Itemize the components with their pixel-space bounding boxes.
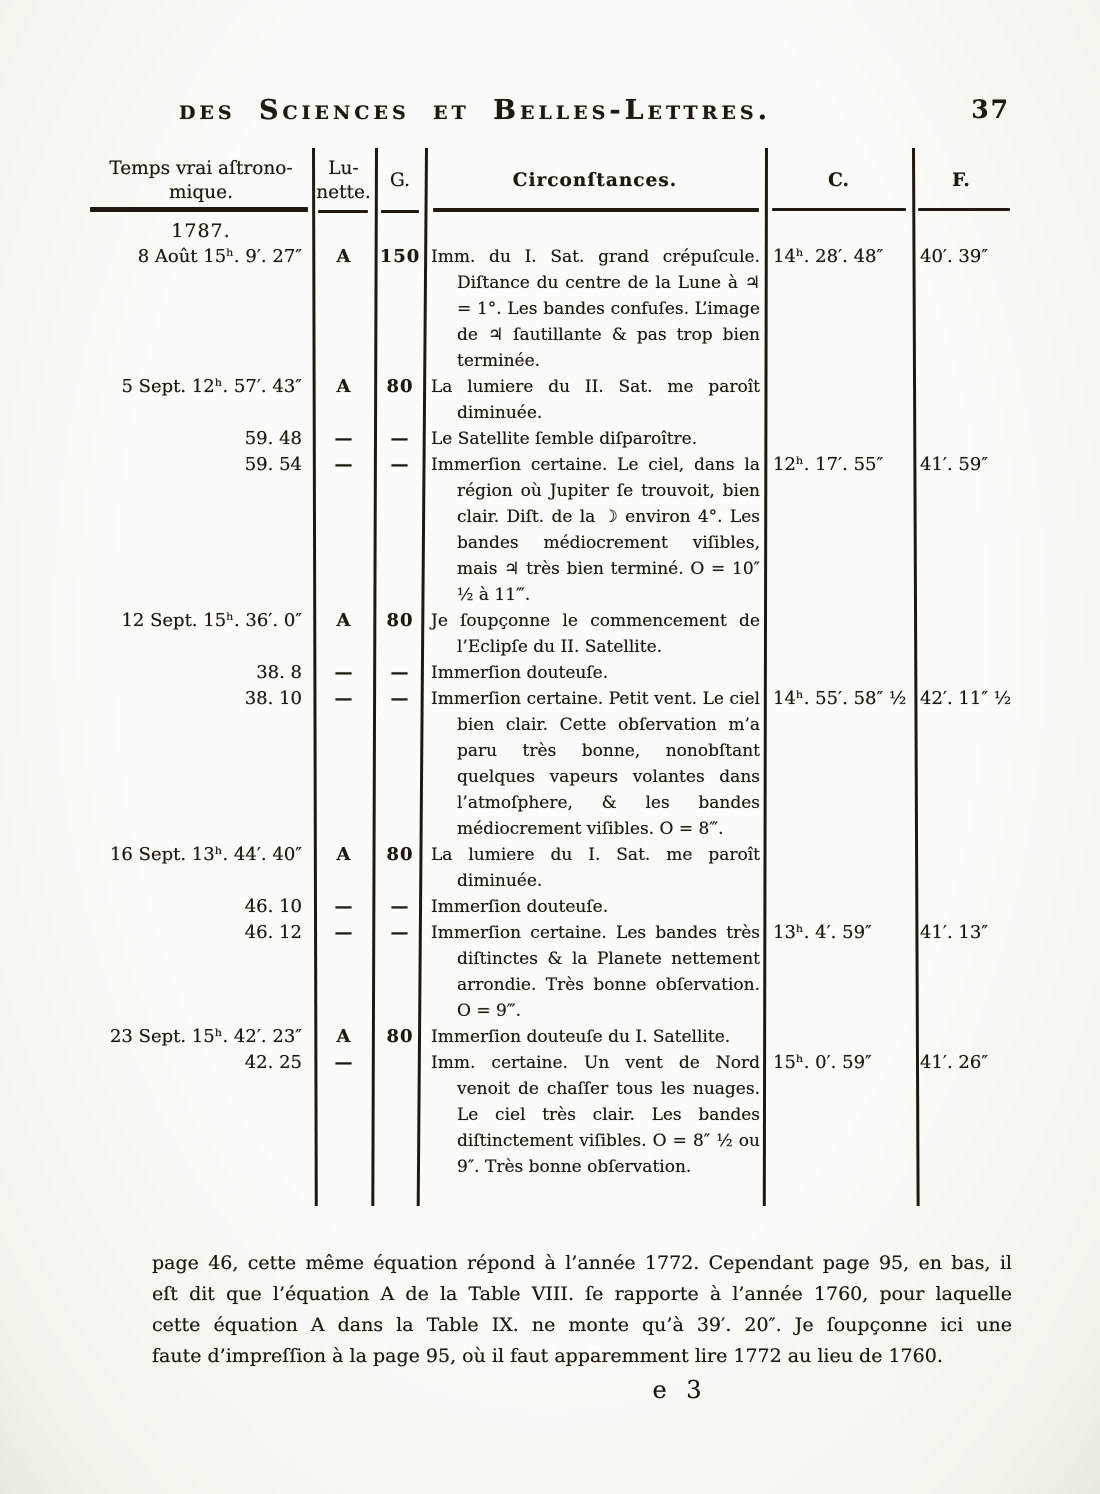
table-row <box>90 894 1010 920</box>
obs-magnification: 80 <box>386 610 414 631</box>
obs-lunette: — <box>334 428 353 449</box>
obs-f-value: 41′. 13″ <box>920 922 989 943</box>
obs-lunette: — <box>334 688 353 709</box>
obs-c-value: 14ʰ. 28′. 48″ <box>773 246 884 267</box>
obs-circumstance: Immerſion douteuſe du I. Satellite. <box>431 1027 731 1047</box>
column-header-lunette-line2: nette. <box>316 182 371 203</box>
table-header <box>90 148 1010 214</box>
table-row <box>90 660 1010 686</box>
obs-lunette: A <box>336 844 351 865</box>
obs-c-value <box>765 842 912 894</box>
obs-time: 46. 10 <box>244 896 302 917</box>
page-title: des Sciences et Belles-Lettres. <box>178 95 772 126</box>
column-header-f <box>912 148 1010 214</box>
obs-circumstance: La lumiere du II. Sat. me paroît diminuée. <box>431 377 760 423</box>
obs-c-value: 12ʰ. 17′. 55″ <box>773 454 884 475</box>
obs-magnification: 80 <box>386 844 414 865</box>
table-body <box>90 214 1010 1180</box>
obs-circumstance: Immerſion certaine. Le ciel, dans la région où Jupiter ſe trouvoit, bien clair. Diſt. de la ☽ environ 4°. Les bandes médiocrement viſibles, mais ♃ très bien terminé. O = 10″ ½ à 11‴. <box>431 455 760 605</box>
footnote-paragraph <box>152 1248 1012 1372</box>
obs-time: 5 Sept. 12ʰ. 57′. 43″ <box>121 376 302 397</box>
obs-f-value <box>912 660 1010 686</box>
footnote-line: cette équation A dans la Table IX. ne monte qu’à 39′. 20″. Je ſoupçonne ici une <box>152 1314 1012 1336</box>
obs-time: 42. 25 <box>244 1052 302 1073</box>
obs-time: 38. 10 <box>244 688 302 709</box>
header-rule <box>433 208 759 212</box>
running-head <box>0 95 1100 137</box>
obs-c-value <box>765 608 912 660</box>
table-row <box>90 1050 1010 1180</box>
obs-lunette: A <box>336 246 351 267</box>
obs-time: 59. 54 <box>244 454 302 475</box>
obs-magnification: — <box>390 688 410 709</box>
column-header-c <box>765 148 912 214</box>
table-row <box>90 920 1010 1024</box>
obs-magnification: 80 <box>386 376 414 397</box>
obs-lunette: — <box>334 922 353 943</box>
signature-mark: e 3 <box>652 1376 708 1404</box>
obs-f-value <box>912 426 1010 452</box>
obs-circumstance: Le Satellite ſemble diſparoître. <box>431 429 698 449</box>
footnote-line: page 46, cette même équation répond à l’année 1772. Cependant page 95, en bas, il <box>152 1252 1012 1274</box>
obs-c-value: 15ʰ. 0′. 59″ <box>773 1052 872 1073</box>
obs-time: 12 Sept. 15ʰ. 36′. 0″ <box>121 610 302 631</box>
obs-f-value <box>912 374 1010 426</box>
obs-magnification: — <box>390 662 410 683</box>
obs-f-value: 41′. 26″ <box>920 1052 989 1073</box>
table-row <box>90 1024 1010 1050</box>
obs-c-value <box>765 894 912 920</box>
observations-table <box>90 148 1010 1180</box>
obs-magnification: 150 <box>379 246 421 267</box>
obs-circumstance: Immerſion douteuſe. <box>431 897 609 917</box>
obs-f-value <box>912 1024 1010 1050</box>
obs-f-value: 42′. 11″ ½ <box>920 688 1012 709</box>
obs-f-value: 40′. 39″ <box>920 246 989 267</box>
obs-lunette: — <box>334 662 353 683</box>
column-header-lunette <box>312 148 375 214</box>
table-row <box>90 842 1010 894</box>
obs-lunette: — <box>334 454 353 475</box>
obs-magnification: 80 <box>386 1026 414 1047</box>
obs-time: 59. 48 <box>244 428 302 449</box>
obs-lunette: A <box>336 1026 351 1047</box>
page-number: 37 <box>971 95 1010 124</box>
obs-time: 46. 12 <box>244 922 302 943</box>
header-rule <box>772 208 906 211</box>
obs-magnification: — <box>390 896 410 917</box>
obs-circumstance: La lumiere du I. Sat. me paroît diminuée. <box>431 845 760 891</box>
obs-time: 16 Sept. 13ʰ. 44′. 40″ <box>109 844 302 865</box>
obs-magnification: — <box>390 922 410 943</box>
obs-circumstance: Imm. du I. Sat. grand crépuſcule. Diſtance du centre de la Lune à ♃ = 1°. Les bandes confuſes. L’image de ♃ ſautillante & pas trop bien terminée. <box>431 247 760 371</box>
obs-c-value <box>765 1024 912 1050</box>
year-label: 1787. <box>171 220 231 242</box>
header-rule <box>318 210 368 213</box>
obs-magnification: — <box>390 428 410 449</box>
obs-lunette: — <box>334 1052 353 1073</box>
column-header-circumstances <box>425 148 765 214</box>
obs-circumstance: Je ſoupçonne le commencement de l’Eclipſe du II. Satellite. <box>431 611 760 657</box>
obs-circumstance: Immerſion certaine. Les bandes très diſtinctes & la Planete nettement arrondie. Très bonne obſervation. O = 9‴. <box>431 923 760 1021</box>
table-row <box>90 686 1010 842</box>
column-header-time-line1: Temps vrai aſtrono- <box>109 158 293 179</box>
obs-c-value <box>765 426 912 452</box>
column-header-time-line2: mique. <box>168 182 234 203</box>
header-rule <box>918 208 1010 211</box>
table-row <box>90 374 1010 426</box>
obs-c-value <box>765 374 912 426</box>
obs-c-value: 13ʰ. 4′. 59″ <box>773 922 872 943</box>
table-row <box>90 426 1010 452</box>
header-rule <box>381 210 419 213</box>
obs-lunette: A <box>336 610 351 631</box>
obs-time: 8 Août 15ʰ. 9′. 27″ <box>137 246 302 267</box>
column-header-circumstances-label: Circonſtances. <box>512 170 678 191</box>
column-header-f-label: F. <box>952 170 970 191</box>
obs-f-value <box>912 842 1010 894</box>
obs-circumstance: Immerſion douteuſe. <box>431 663 609 683</box>
obs-circumstance: Immerſion certaine. Petit vent. Le ciel bien clair. Cette obſervation m’a paru très bonne, nonobſtant quelques vapeurs volantes dans l’atmoſphere, & les bandes médiocrement viſibles. O = 8‴. <box>431 689 760 839</box>
obs-time: 23 Sept. 15ʰ. 42′. 23″ <box>109 1026 302 1047</box>
column-header-lunette-line1: Lu- <box>328 158 359 179</box>
footnote-line: eſt dit que l’équation A de la Table VIII. ſe rapporte à l’année 1760, pour laquelle <box>152 1283 1012 1305</box>
obs-magnification: — <box>390 454 410 475</box>
obs-circumstance: Imm. certaine. Un vent de Nord venoit de chaſſer tous les nuages. Le ciel très clair. Les bandes diſtinctement viſibles. O = 8″ ½ ou 9″. Très bonne obſervation. <box>431 1053 760 1177</box>
table-row <box>90 608 1010 660</box>
obs-c-value: 14ʰ. 55′. 58″ ½ <box>773 688 907 709</box>
column-header-c-label: C. <box>828 170 849 191</box>
table-row <box>90 244 1010 374</box>
obs-f-value: 41′. 59″ <box>920 454 989 475</box>
column-header-g-label: G. <box>390 170 410 191</box>
obs-lunette: — <box>334 896 353 917</box>
footnote-line: faute d’impreſſion à la page 95, où il faut apparemment lire 1772 au lieu de 1760. <box>152 1345 943 1367</box>
header-rule <box>90 207 308 212</box>
obs-lunette: A <box>336 376 351 397</box>
column-header-time <box>90 148 312 214</box>
obs-magnification <box>375 1050 425 1180</box>
obs-time: 38. 8 <box>256 662 302 683</box>
column-header-g <box>375 148 425 214</box>
obs-f-value <box>912 608 1010 660</box>
obs-f-value <box>912 894 1010 920</box>
table-row <box>90 452 1010 608</box>
obs-c-value <box>765 660 912 686</box>
